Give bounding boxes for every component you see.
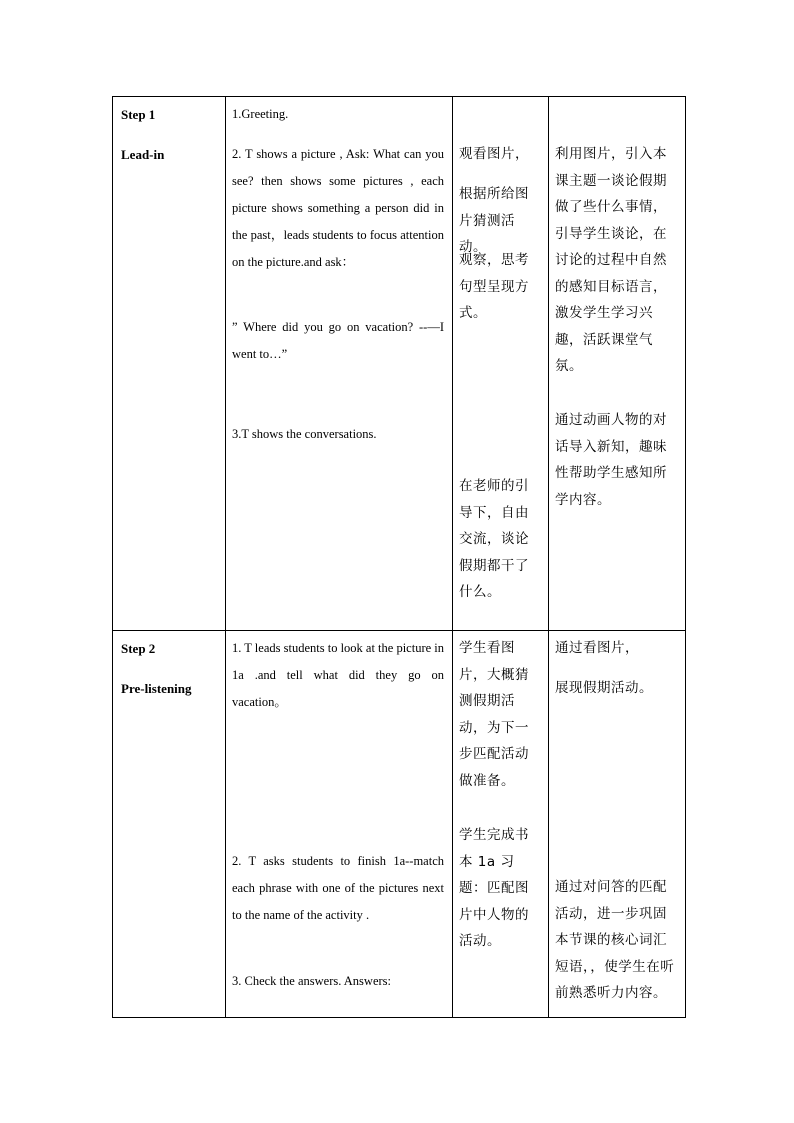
- purpose-item: 利用图片，引入本课主题一谈论假期做了些什么事情，引导学生谈论，在讨论的过程中自然的感知目标语言，激发学生学习兴趣，活跃课堂气氛。: [555, 146, 667, 374]
- purpose-item: 通过对问答的匹配活动，进一步巩固本节课的核心词汇短语，，使学生在听前熟悉听力内容。: [555, 879, 675, 1001]
- step-cell: [113, 97, 226, 631]
- teacher-item: 1. T leads students to look at the picture in 1a .and tell what did they go on vacation。: [232, 641, 445, 709]
- teacher-item: 2. T shows a picture , Ask: What can you see? then shows some pictures , each picture shows something a person did in the past，leads students to focus attention on the picture.and ask：: [232, 147, 444, 269]
- step-cell: [113, 631, 226, 1018]
- purpose-item: 通过看图片，: [555, 640, 639, 656]
- purpose-cell: [549, 97, 686, 631]
- table-row: [113, 631, 686, 1018]
- table-row: [113, 97, 686, 631]
- teacher-question: ” Where did you go on vacation? --—I went to…”: [232, 320, 444, 361]
- lesson-plan-table: [112, 96, 686, 1018]
- teacher-item: 3. Check the answers. Answers:: [232, 974, 391, 988]
- student-activity-cell: [453, 97, 549, 631]
- student-item: 观察，思考句型呈现方式。: [459, 252, 529, 321]
- teacher-activity-cell: [226, 631, 453, 1018]
- teacher-item: 1.Greeting.: [232, 107, 289, 121]
- student-item: 根据所给图片猜测活动。: [459, 186, 529, 255]
- teacher-item: 2. T asks students to finish 1a--match each phrase with one of the pictures next to the name of the activity .: [232, 854, 444, 922]
- student-item: 在老师的引导下，自由交流，谈论假期都干了什么。: [459, 478, 529, 600]
- student-activity-cell: [453, 631, 549, 1018]
- step-title: Step 1: [121, 107, 156, 122]
- purpose-item: 展现假期活动。: [555, 680, 653, 696]
- teacher-item: 3.T shows the conversations.: [232, 427, 377, 441]
- purpose-item: 通过动画人物的对话导入新知，趣味性帮助学生感知所学内容。: [555, 412, 667, 508]
- step-stage: Lead-in: [121, 147, 165, 162]
- step-stage: Pre-listening: [121, 681, 192, 696]
- student-item: 学生看图片，大概猜测假期活动，为下一步匹配活动做准备。: [459, 640, 529, 789]
- student-item: 观看图片，: [459, 146, 529, 162]
- purpose-cell: [549, 631, 686, 1018]
- teacher-activity-cell: [226, 97, 453, 631]
- step-title: Step 2: [121, 641, 156, 656]
- student-item: 学生完成书本 1a 习题：匹配图片中人物的活动。: [459, 827, 529, 949]
